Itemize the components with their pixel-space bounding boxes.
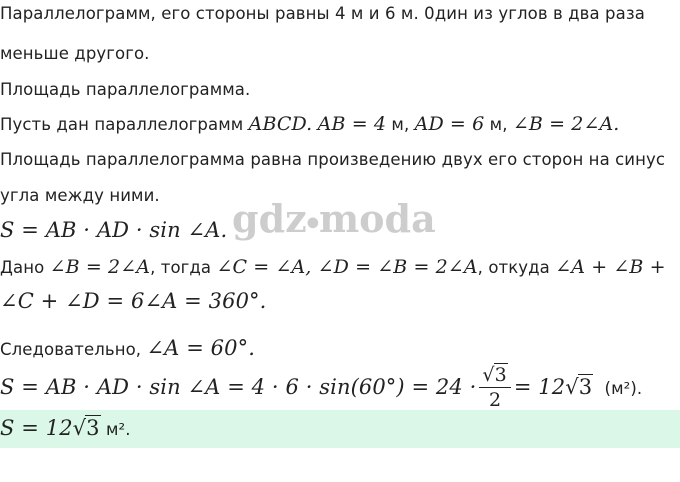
math-calculation: S = AB · AD · sin ∠A = 4 · 6 · sin(60°) = 24 · xyxy=(0,375,477,399)
math-angle-sum: ∠A + ∠B + xyxy=(555,256,666,278)
math-angle-a: ∠A = 60°. xyxy=(146,336,255,360)
math-angle-b: ∠B = 2∠A. xyxy=(512,113,620,135)
math-angle-b: ∠B = 2∠A xyxy=(49,256,151,278)
formula-explanation-line-2: угла между ними. xyxy=(0,186,160,205)
angles-line-1 xyxy=(0,256,666,278)
unit-m2: м². xyxy=(100,420,131,439)
unit-m: м, xyxy=(386,115,415,134)
unit-m2: (м²). xyxy=(604,379,643,398)
calculation-line: S = AB · AD · sin ∠A = 4 · 6 · sin(60°) = 24 · $\frac{√3}{2}$ = 12√3 (м²). xyxy=(0,364,643,411)
radicand: 3 xyxy=(494,364,507,386)
denominator: 2 xyxy=(489,389,502,411)
math-result: = 12 xyxy=(513,375,566,399)
answer-line: S = 12√3 м². xyxy=(0,416,131,440)
radicand: 3 xyxy=(578,375,593,399)
math-ab: AB = 4 xyxy=(317,113,387,135)
task-line: Площадь параллелограмма. xyxy=(0,80,251,99)
math-area-formula: S = AB · AD · sin ∠A. xyxy=(0,218,228,242)
problem-statement-line-1: Параллелограмм, его стороны равны 4 м и 6 м. 0дин из углов в два раза xyxy=(0,4,645,23)
radicand: 3 xyxy=(86,416,100,440)
angles-text: , тогда xyxy=(150,258,217,277)
angles-text: Дано xyxy=(0,258,50,277)
angles-line-2 xyxy=(0,289,266,313)
math-abcd: ABCD. xyxy=(248,113,313,135)
problem-statement-line-2: меньше другого. xyxy=(0,44,150,63)
formula-explanation-line-1: Площадь параллелограмма равна произведению двух его сторон на синус xyxy=(0,150,666,169)
math-ad: AD = 6 xyxy=(414,113,485,135)
angles-text: , откуда xyxy=(477,258,556,277)
unit-m: м, xyxy=(484,115,513,134)
conclusion-line xyxy=(0,336,255,360)
math-angle-sum-result: ∠C + ∠D = 6∠A = 360°. xyxy=(0,289,267,313)
conclusion-text: Следовательно, xyxy=(0,340,147,359)
given-line xyxy=(0,113,619,135)
math-answer: S = 12 xyxy=(0,416,73,440)
watermark-logo: gdz●moda xyxy=(232,196,436,241)
given-text: Пусть дан параллелограмм xyxy=(0,115,249,134)
area-formula xyxy=(0,218,227,242)
fraction-sqrt3-over-2: $\frac{√3}{2}$ xyxy=(479,364,510,411)
math-angles-cd: ∠C = ∠A, ∠D = ∠B = 2∠A xyxy=(216,256,478,278)
